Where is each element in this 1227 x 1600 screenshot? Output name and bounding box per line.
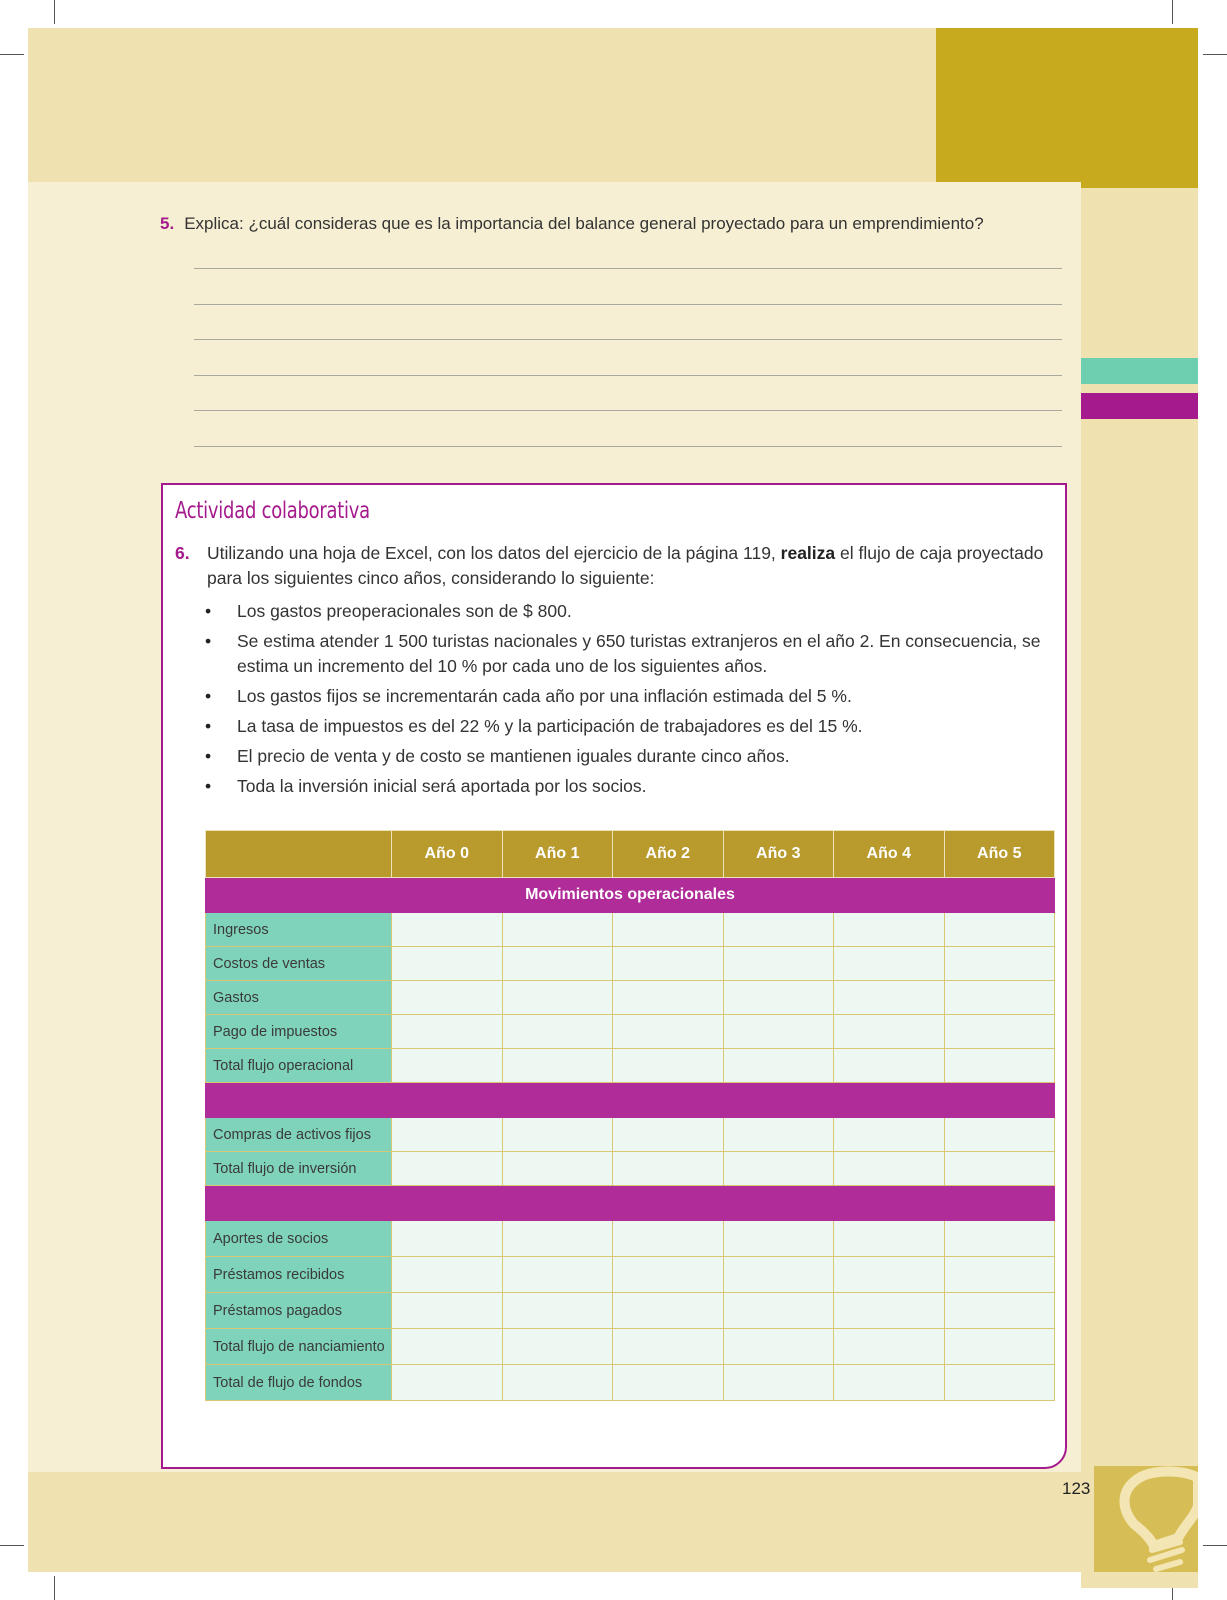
row-label: Costos de ventas xyxy=(206,947,392,981)
table-row xyxy=(206,1257,1055,1293)
row-label: Préstamos pagados xyxy=(206,1293,392,1329)
table-cell[interactable] xyxy=(834,1257,945,1293)
table-header-row xyxy=(206,831,1055,878)
table-cell[interactable] xyxy=(502,913,613,947)
table-cell[interactable] xyxy=(834,1015,945,1049)
table-cell[interactable] xyxy=(723,1329,834,1365)
table-cell[interactable] xyxy=(392,947,503,981)
table-cell[interactable] xyxy=(834,1221,945,1257)
table-cell[interactable] xyxy=(613,1221,724,1257)
table-row xyxy=(206,1049,1055,1083)
list-item: • Toda la inversión inicial será aportada por los socios. xyxy=(203,774,1043,799)
list-item: • Los gastos fijos se incrementarán cada año por una inflación estimada del 5 %. xyxy=(203,684,1043,709)
footer-band xyxy=(28,1466,1198,1572)
table-row xyxy=(206,981,1055,1015)
row-label: Pago de impuestos xyxy=(206,1015,392,1049)
table-cell[interactable] xyxy=(613,1329,724,1365)
table-cell[interactable] xyxy=(944,1049,1055,1083)
row-label: Compras de activos fijos xyxy=(206,1118,392,1152)
question-text-end: el flujo de caja proyectado para los siguientes cinco años, considerando lo siguiente: xyxy=(207,543,1044,588)
table-cell[interactable] xyxy=(392,1015,503,1049)
table-cell[interactable] xyxy=(723,913,834,947)
table-cell[interactable] xyxy=(502,947,613,981)
table-cell[interactable] xyxy=(613,947,724,981)
answer-line[interactable] xyxy=(194,304,1062,305)
question-text: : ¿cuál consideras que es la importancia del balance general proyectado para un emprendimiento? xyxy=(239,214,984,233)
list-item: • La tasa de impuestos es del 22 % y la participación de trabajadores es del 15 %. xyxy=(203,714,1043,739)
table-cell[interactable] xyxy=(502,1015,613,1049)
table-cell[interactable] xyxy=(944,1293,1055,1329)
row-label: Total flujo operacional xyxy=(206,1049,392,1083)
table-cell[interactable] xyxy=(502,1293,613,1329)
table-cell[interactable] xyxy=(944,1152,1055,1186)
table-cell[interactable] xyxy=(392,1293,503,1329)
answer-line[interactable] xyxy=(194,410,1062,411)
table-cell[interactable] xyxy=(723,1257,834,1293)
question-number: 6. xyxy=(175,543,190,563)
table-cell[interactable] xyxy=(944,1221,1055,1257)
question-text-start: Utilizando una hoja de Excel, con los datos del ejercicio de la página 119, xyxy=(207,543,781,563)
cash-flow-table xyxy=(205,830,1055,1401)
crop-mark xyxy=(1203,1545,1227,1546)
row-label: Total de flujo de fondos xyxy=(206,1365,392,1401)
table-cell[interactable] xyxy=(944,913,1055,947)
question-6 xyxy=(175,541,1045,591)
row-label: Gastos xyxy=(206,981,392,1015)
table-cell[interactable] xyxy=(613,1365,724,1401)
row-label: Total flujo de nanciamiento xyxy=(206,1329,392,1365)
table-cell[interactable] xyxy=(834,981,945,1015)
activity-card xyxy=(161,483,1067,1469)
row-label: Préstamos recibidos xyxy=(206,1257,392,1293)
table-cell[interactable] xyxy=(392,981,503,1015)
answer-line[interactable] xyxy=(194,268,1062,269)
table-cell[interactable] xyxy=(834,1049,945,1083)
table-cell[interactable] xyxy=(502,981,613,1015)
table-cell[interactable] xyxy=(944,1365,1055,1401)
table-row xyxy=(206,1329,1055,1365)
section-header-row xyxy=(206,1083,1055,1118)
table-cell[interactable] xyxy=(613,1152,724,1186)
magenta-tab xyxy=(1081,393,1198,419)
table-cell[interactable] xyxy=(502,1118,613,1152)
table-cell[interactable] xyxy=(613,1049,724,1083)
table-cell[interactable] xyxy=(392,1365,503,1401)
table-cell[interactable] xyxy=(392,1118,503,1152)
table-cell[interactable] xyxy=(392,913,503,947)
table-cell[interactable] xyxy=(834,1118,945,1152)
question-number: 5. xyxy=(160,214,175,233)
section-header-row xyxy=(206,1186,1055,1221)
column-header: Año 1 xyxy=(502,831,613,878)
question-bold-verb: realiza xyxy=(780,543,836,563)
table-cell[interactable] xyxy=(502,1152,613,1186)
table-cell[interactable] xyxy=(723,1049,834,1083)
table-cell[interactable] xyxy=(723,981,834,1015)
table-cell[interactable] xyxy=(834,1293,945,1329)
column-header: Año 0 xyxy=(392,831,503,878)
table-cell[interactable] xyxy=(834,913,945,947)
table-cell[interactable] xyxy=(502,1329,613,1365)
table-cell[interactable] xyxy=(723,1221,834,1257)
table-cell[interactable] xyxy=(723,1293,834,1329)
crop-mark xyxy=(1172,0,1173,24)
section-title xyxy=(206,1186,1055,1221)
row-label: Ingresos xyxy=(206,913,392,947)
table-cell[interactable] xyxy=(392,1257,503,1293)
table-cell[interactable] xyxy=(944,1015,1055,1049)
page-number: 123 xyxy=(1062,1479,1091,1498)
table-cell[interactable] xyxy=(613,1118,724,1152)
table-cell[interactable] xyxy=(723,1015,834,1049)
table-cell[interactable] xyxy=(834,1152,945,1186)
table-cell[interactable] xyxy=(392,1221,503,1257)
row-label: Aportes de socios xyxy=(206,1221,392,1257)
table-row xyxy=(206,1152,1055,1186)
header-corner xyxy=(206,831,392,878)
section-title xyxy=(206,1083,1055,1118)
table-cell[interactable] xyxy=(944,947,1055,981)
crop-mark xyxy=(54,1576,55,1600)
list-item: • Los gastos preoperacionales son de $ 800. xyxy=(203,599,1043,624)
table-cell[interactable] xyxy=(502,1221,613,1257)
table-row xyxy=(206,1221,1055,1257)
table-cell[interactable] xyxy=(834,947,945,981)
column-header: Año 3 xyxy=(723,831,834,878)
table-row xyxy=(206,947,1055,981)
column-header: Año 5 xyxy=(944,831,1055,878)
table-cell[interactable] xyxy=(944,981,1055,1015)
table-row xyxy=(206,1365,1055,1401)
activity-title: Actividad colaborativa xyxy=(175,498,370,524)
conditions-list xyxy=(203,599,1043,804)
answer-line[interactable] xyxy=(194,446,1062,447)
table-cell[interactable] xyxy=(613,1015,724,1049)
question-5 xyxy=(160,214,984,234)
table-cell[interactable] xyxy=(502,1049,613,1083)
lightbulb-icon xyxy=(1094,1466,1198,1572)
crop-mark xyxy=(1203,54,1227,55)
table-cell[interactable] xyxy=(613,981,724,1015)
table-row xyxy=(206,1118,1055,1152)
column-header: Año 4 xyxy=(834,831,945,878)
answer-line[interactable] xyxy=(194,375,1062,376)
table-row xyxy=(206,913,1055,947)
crop-mark xyxy=(0,1545,24,1546)
table-cell[interactable] xyxy=(392,1329,503,1365)
crop-mark xyxy=(54,0,55,24)
table-cell[interactable] xyxy=(392,1152,503,1186)
table-cell[interactable] xyxy=(723,947,834,981)
column-header: Año 2 xyxy=(613,831,724,878)
table-cell[interactable] xyxy=(723,1365,834,1401)
section-title: Movimientos operacionales xyxy=(206,878,1055,913)
table-row xyxy=(206,1293,1055,1329)
table-cell[interactable] xyxy=(613,1257,724,1293)
question-lead: Explica xyxy=(184,214,239,233)
table-cell[interactable] xyxy=(834,1329,945,1365)
teal-tab xyxy=(1081,358,1198,384)
table-row xyxy=(206,1015,1055,1049)
table-cell[interactable] xyxy=(944,1329,1055,1365)
table-cell[interactable] xyxy=(613,1293,724,1329)
section-header-row xyxy=(206,878,1055,913)
table-cell[interactable] xyxy=(944,1118,1055,1152)
table-cell[interactable] xyxy=(502,1365,613,1401)
list-item: • Se estima atender 1 500 turistas nacionales y 650 turistas extranjeros en el año 2. En consecuencia, se estima un incremento del 10 % por cada uno de los siguientes años. xyxy=(203,629,1043,679)
table-cell[interactable] xyxy=(944,1257,1055,1293)
crop-mark xyxy=(0,54,24,55)
table-cell[interactable] xyxy=(723,1152,834,1186)
table-cell[interactable] xyxy=(834,1365,945,1401)
answer-line[interactable] xyxy=(194,339,1062,340)
table-cell[interactable] xyxy=(723,1118,834,1152)
row-label: Total flujo de inversión xyxy=(206,1152,392,1186)
table-cell[interactable] xyxy=(502,1257,613,1293)
table-cell[interactable] xyxy=(392,1049,503,1083)
table-cell[interactable] xyxy=(613,913,724,947)
list-item: • El precio de venta y de costo se mantienen iguales durante cinco años. xyxy=(203,744,1043,769)
